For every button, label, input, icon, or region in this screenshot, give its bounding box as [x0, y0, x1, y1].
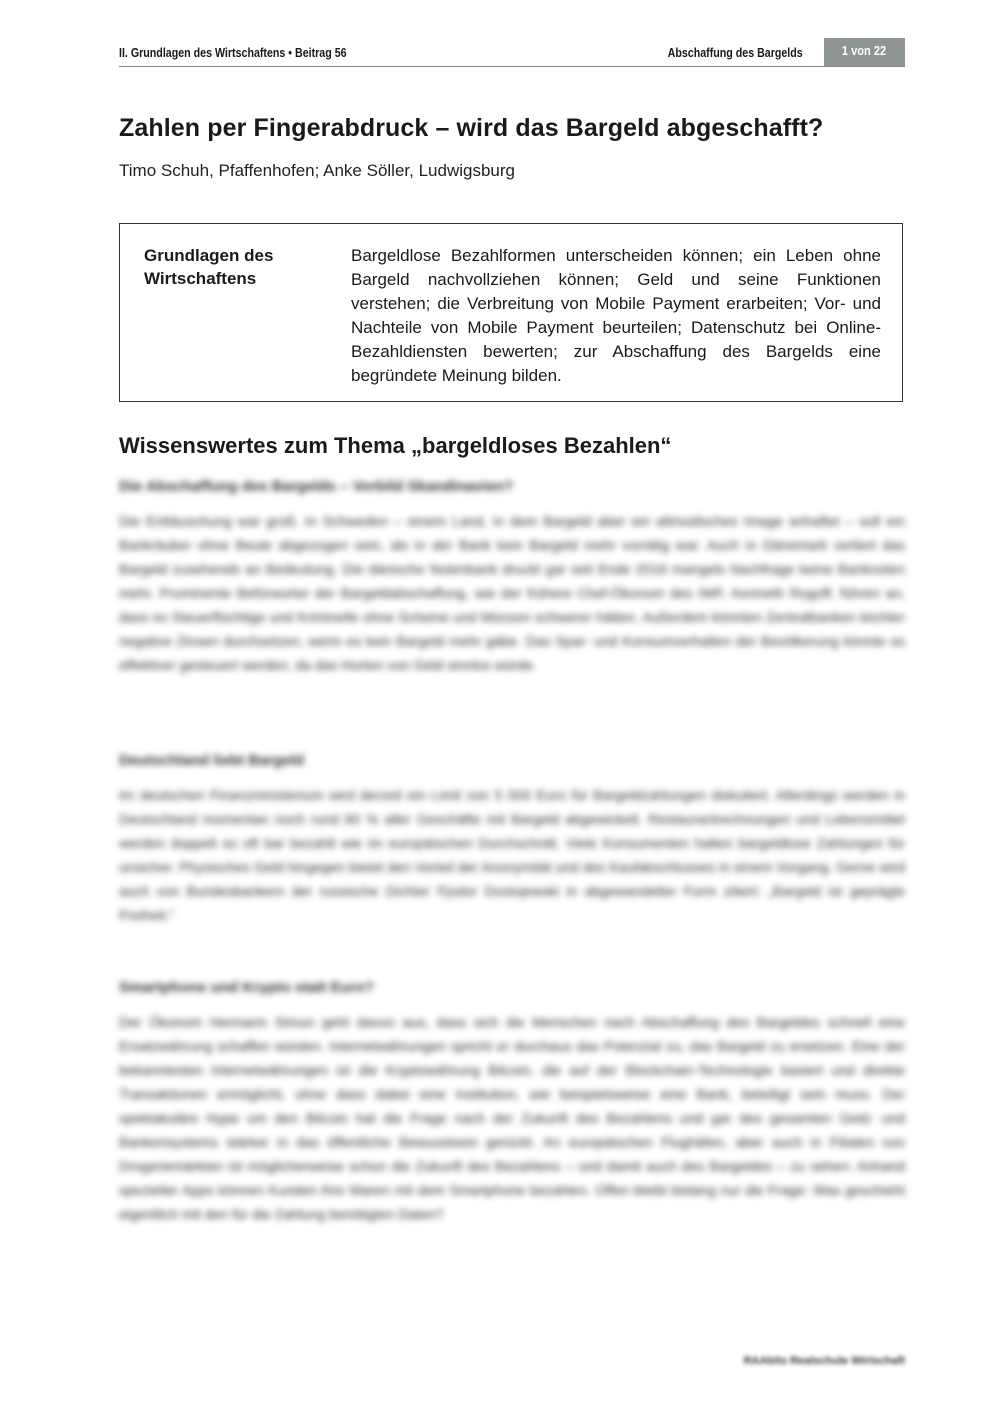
blurred-paragraph: Die Enttäuschung war groß. In Schweden – einem Land, in dem Bargeld aber ein altmodisches Image anhaftet – soll ein Bankräuber ohne Beute abgezogen sein, als in der Bank kein Bargeld mehr vorrätig war. Auch in Dänemark verliert das Bargeld zusehends an Bedeutung. Die dänische Notenbank druckt gar seit Ende 2016 mangels Nachfrage keine Banknoten mehr. Prominente Befürworter der Bargeldabschaffung, wie der frühere Chef-Ökonom des IWF, Kenneth Rogoff, führen an, dass es Steuerflüchtige und Kriminelle ohne Scheine und Münzen schwerer hätten. Außerdem könnten Zentralbanken leichter negative Zinsen durchsetzen, wenn es kein Bargeld mehr gäbe. Das Spar- und Konsumverhalten der Bevölkerung könnte so effektiver gesteuert werden, da das Horten von Geld sinnlos würde.	[119, 513, 905, 673]
blurred-section-2	[119, 752, 905, 927]
blurred-subheading: Smartphone und Krypto statt Euro?	[119, 979, 374, 996]
learning-goals-label: Grundlagen des Wirtschaftens	[144, 246, 274, 288]
blurred-section-1	[119, 478, 905, 677]
page-header	[119, 38, 905, 67]
blurred-section-3	[119, 979, 905, 1226]
section-heading: Wissenswertes zum Thema „bargeldloses Bezahlen“	[119, 433, 672, 458]
header-series-title: II. Grundlagen des Wirtschaftens • Beitrag 56	[119, 45, 347, 60]
header-topic: Abschaffung des Bargelds	[667, 45, 803, 60]
publisher-footer: RAAbits Realschule Wirtschaft	[743, 1355, 905, 1367]
document-authors: Timo Schuh, Pfaffenhofen; Anke Söller, Ludwigsburg	[119, 161, 515, 180]
page-indicator-badge	[824, 38, 905, 66]
page-indicator-text: 1 von 22	[842, 43, 887, 58]
learning-goals-box	[119, 223, 903, 402]
blurred-subheading: Die Abschaffung des Bargelds – Vorbild Skandinavien?	[119, 478, 514, 495]
document-title: Zahlen per Fingerabdruck – wird das Bargeld abgeschafft?	[119, 114, 824, 142]
learning-goals-text: Bargeldlose Bezahlformen unterscheiden können; ein Leben ohne Bargeld nachvollziehen können; Geld und seine Funktionen verstehen; die Verbreitung von Mobile Payment erarbeiten; Vor- und Nachteile von Mobile Payment beurteilen; Datenschutz bei Online-Bezahldiensten bewerten; zur Abschaffung des Bargelds eine begründete Meinung bilden.	[351, 246, 881, 385]
blurred-subheading: Deutschland liebt Bargeld	[119, 752, 305, 769]
blurred-paragraph: Der Ökonom Hermann Simon geht davon aus, dass sich die Menschen nach Abschaffung des Bargeldes schnell eine Ersatzwährung schaffen würden. Internetwährungen spricht er durchaus das Potenzial zu, das Bargeld zu ersetzen. Eine der bekanntesten Internetwährungen ist die Kryptowährung Bitcoin, die auf der Blockchain-Technologie basiert und direkte Transaktionen ermöglicht, ohne dass dabei eine Institution, wie beispielsweise eine Bank, beteiligt sein muss. Der spektakuläre Hype um den Bitcoin hat die Frage nach der Zukunft des Bezahlens und gar des gesamten Geld- und Bankensystems stärker in das öffentliche Bewusstsein gerückt. An europäischen Flughäfen, aber auch in Filialen von Drogeriemärkten ist möglicherweise schon die Zukunft des Bezahlens – und damit auch des Bargeldes – zu sehen: Anhand spezieller Apps können Kunden ihre Waren mit dem Smartphone bezahlen. Offen bleibt bislang nur die Frage: Was geschieht eigentlich mit den für die Zahlung benötigten Daten?	[119, 1014, 905, 1222]
blurred-paragraph: Im deutschen Finanzministerium wird derzeit ein Limit von 5 000 Euro für Bargeldzahlungen diskutiert. Allerdings werden in Deutschland momentan noch rund 80 % aller Geschäfte mit Bargeld abgewickelt. Restaurantrechnungen und Lebensmittel werden doppelt so oft bar bezahlt wie im europäischen Durchschnitt. Viele Konsumenten halten bargeldlose Zahlungen für unsicher. Physisches Geld hingegen bietet den Vorteil der Anonymität und des Kaufabschlusses in einem Vorgang. Gerne wird auch von Bundesbankern der russische Dichter Fjodor Dostojewski in abgewandelter Form zitiert: „Bargeld ist geprägte Freiheit.“	[119, 787, 905, 923]
